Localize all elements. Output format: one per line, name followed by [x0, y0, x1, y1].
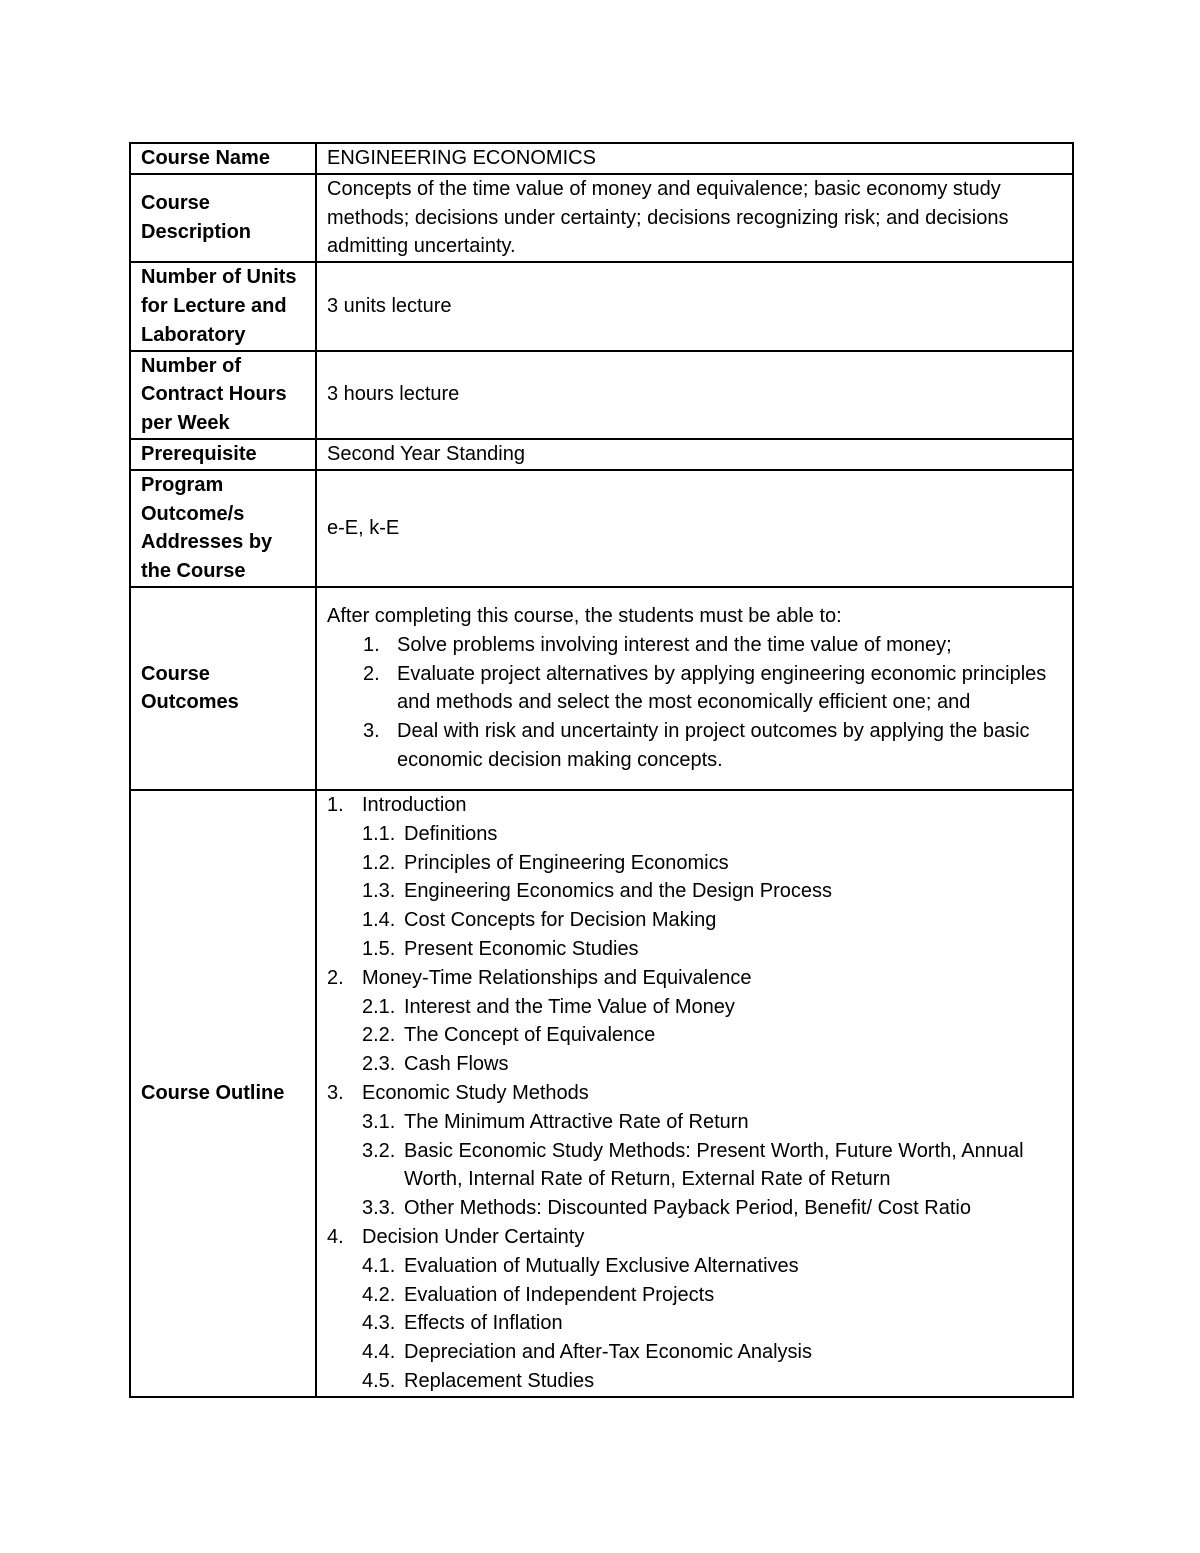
course-outcome-text: Solve problems involving interest and the time value of money; [397, 633, 952, 656]
outline-topic-number: 2. [327, 966, 344, 989]
row-course-description [130, 174, 1073, 262]
outline-subtopic [327, 1338, 1062, 1367]
outline-subtopic [327, 1108, 1062, 1137]
outline-subtopic [327, 1252, 1062, 1281]
outline-subtopic-number: 4.5. [362, 1369, 396, 1392]
outline-subtopic-number: 4.4. [362, 1341, 396, 1364]
course-outcome-text: Deal with risk and uncertainty in project outcomes by applying the basic economic decision making concepts. [397, 720, 1030, 772]
course-outcomes-label: Course Outcomes [130, 587, 316, 790]
outline-subtopic-title: Effects of Inflation [404, 1312, 563, 1335]
outline-subtopic-title: Present Economic Studies [404, 937, 639, 960]
outline-subtopic [327, 906, 1062, 935]
outline-subtopic-title: Depreciation and After-Tax Economic Analysis [404, 1341, 812, 1364]
outline-subtopic-title: Basic Economic Study Methods: Present Worth, Future Worth, Annual Worth, Internal Rate of Return, External Rate of Return [404, 1139, 1024, 1191]
outline-subtopic-number: 4.3. [362, 1312, 396, 1335]
outline-subtopic [327, 1281, 1062, 1310]
course-outline-label: Course Outline [130, 790, 316, 1397]
outline-subtopic-title: Definitions [404, 822, 498, 845]
course-description-label: Course Description [130, 174, 316, 262]
outline-topic [327, 964, 1062, 993]
outline-subtopic-number: 1.5. [362, 937, 396, 960]
outline-subtopic [327, 993, 1062, 1022]
outline-subtopic [327, 820, 1062, 849]
outline-subtopic-number: 1.2. [362, 851, 396, 874]
row-program-outcomes [130, 470, 1073, 587]
course-outcome-number: 1. [363, 633, 380, 656]
outline-topic-number: 4. [327, 1225, 344, 1248]
contact-hours-value: 3 hours lecture [316, 351, 1073, 439]
outline-subtopic [327, 1050, 1062, 1079]
outline-subtopic-number: 1.1. [362, 822, 396, 845]
outline-topic-number: 3. [327, 1081, 344, 1104]
outline-subtopic-title: Cost Concepts for Decision Making [404, 909, 717, 932]
outline-subtopic-title: Cash Flows [404, 1053, 509, 1076]
course-outcomes-list [327, 631, 1062, 775]
outline-subtopic-title: Engineering Economics and the Design Process [404, 880, 833, 903]
prerequisite-value: Second Year Standing [316, 439, 1073, 470]
outline-subtopic [327, 1137, 1062, 1195]
course-outcome-item [327, 717, 1062, 775]
course-outcomes-cell [316, 587, 1073, 790]
outline-subtopic-number: 2.1. [362, 995, 396, 1018]
course-syllabus-table [129, 142, 1074, 1398]
outline-subtopic-title: Interest and the Time Value of Money [404, 995, 735, 1018]
outline-topic-number: 1. [327, 793, 344, 816]
outline-subtopic-title: Evaluation of Independent Projects [404, 1283, 715, 1306]
program-outcomes-value: e-E, k-E [316, 470, 1073, 587]
outline-subtopic-number: 3.3. [362, 1197, 396, 1220]
course-description-value: Concepts of the time value of money and equivalence; basic economy study methods; decisions under certainty; decisions recognizing risk; and decisions admitting uncertainty. [316, 174, 1073, 262]
outline-subtopic-title: Other Methods: Discounted Payback Period, Benefit/ Cost Ratio [404, 1197, 971, 1220]
prerequisite-label: Prerequisite [130, 439, 316, 470]
course-name-value: ENGINEERING ECONOMICS [316, 143, 1073, 174]
outline-subtopic [327, 1367, 1062, 1396]
outline-subtopic-number: 2.3. [362, 1053, 396, 1076]
course-outcomes-intro: After completing this course, the students must be able to: [327, 605, 842, 628]
outline-subtopic [327, 935, 1062, 964]
outline-subtopic-title: Replacement Studies [404, 1369, 595, 1392]
course-outcome-item [327, 660, 1062, 718]
row-course-outline [130, 790, 1073, 1397]
course-outcome-number: 3. [363, 720, 380, 743]
outline-subtopic [327, 877, 1062, 906]
outline-subtopic-title: The Minimum Attractive Rate of Return [404, 1110, 749, 1133]
outline-topic [327, 1223, 1062, 1252]
row-units [130, 262, 1073, 350]
outline-subtopic [327, 1021, 1062, 1050]
contact-hours-label: Number of Contract Hours per Week [130, 351, 316, 439]
program-outcomes-label: Program Outcome/s Addresses by the Course [130, 470, 316, 587]
outline-topic-title: Introduction [362, 793, 467, 816]
course-outcome-item [327, 631, 1062, 660]
outline-subtopic-title: Principles of Engineering Economics [404, 851, 729, 874]
row-contact-hours [130, 351, 1073, 439]
outline-topic-title: Decision Under Certainty [362, 1225, 585, 1248]
outline-subtopic [327, 1194, 1062, 1223]
course-outcome-text: Evaluate project alternatives by applying engineering economic principles and methods and select the most economically efficient one; and [397, 662, 1047, 714]
row-course-outcomes [130, 587, 1073, 790]
outline-subtopic-number: 3.2. [362, 1139, 396, 1162]
outline-subtopic-number: 4.2. [362, 1283, 396, 1306]
outline-subtopic-number: 1.3. [362, 880, 396, 903]
outline-subtopic-number: 3.1. [362, 1110, 396, 1133]
outline-topic-title: Money-Time Relationships and Equivalence [362, 966, 752, 989]
outline-topic-title: Economic Study Methods [362, 1081, 589, 1104]
outline-topic [327, 791, 1062, 820]
outline-topic [327, 1079, 1062, 1108]
course-name-label: Course Name [130, 143, 316, 174]
course-outcome-number: 2. [363, 662, 380, 685]
outline-subtopic-number: 2.2. [362, 1024, 396, 1047]
units-label: Number of Units for Lecture and Laboratory [130, 262, 316, 350]
units-value: 3 units lecture [316, 262, 1073, 350]
row-course-name [130, 143, 1073, 174]
outline-subtopic-number: 1.4. [362, 909, 396, 932]
outline-subtopic-title: Evaluation of Mutually Exclusive Alternatives [404, 1254, 799, 1277]
course-outline-cell [316, 790, 1073, 1397]
row-prerequisite [130, 439, 1073, 470]
outline-subtopic [327, 1309, 1062, 1338]
outline-subtopic [327, 849, 1062, 878]
outline-subtopic-title: The Concept of Equivalence [404, 1024, 656, 1047]
outline-subtopic-number: 4.1. [362, 1254, 396, 1277]
